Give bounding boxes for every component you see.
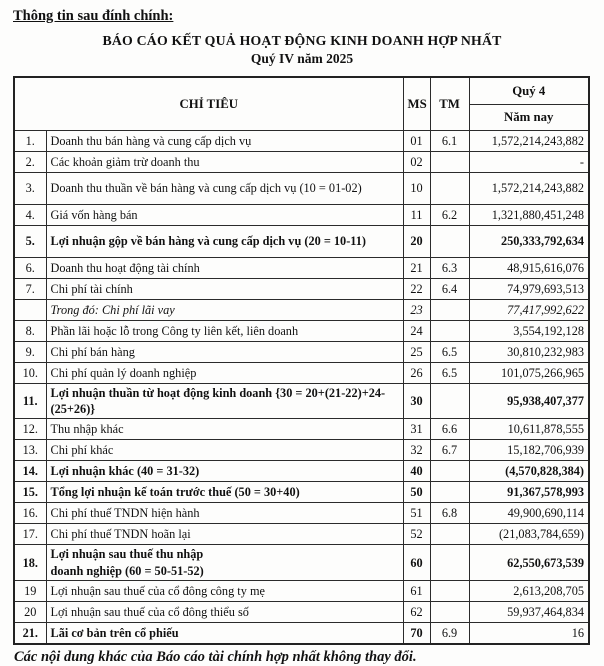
label-cell: Lợi nhuận thuần từ hoạt động kinh doanh {30 = 20+(21-22)+24-(25+26)} [46, 384, 403, 419]
table-row [14, 503, 589, 524]
table-row [14, 419, 589, 440]
label-cell: Chi phí thuế TNDN hiện hành [46, 503, 403, 524]
table-row [14, 131, 589, 152]
label-cell: Doanh thu thuần về bán hàng và cung cấp dịch vụ (10 = 01-02) [46, 173, 403, 205]
row-number-cell: 6. [14, 258, 46, 279]
value-cell: 49,900,690,114 [469, 503, 589, 524]
label-cell: Tổng lợi nhuận kế toán trước thuế (50 = 30+40) [46, 482, 403, 503]
tm-cell [430, 173, 469, 205]
table-row [14, 524, 589, 545]
label-cell: Lợi nhuận sau thuế của cổ đông thiểu số [46, 601, 403, 622]
tm-cell [430, 601, 469, 622]
table-row [14, 384, 589, 419]
label-cell: Lợi nhuận gộp về bán hàng và cung cấp dịch vụ (20 = 10-11) [46, 226, 403, 258]
header-tm: TM [430, 77, 469, 131]
report-header [13, 33, 591, 67]
row-number-cell: 19 [14, 580, 46, 601]
tm-cell [430, 461, 469, 482]
ms-cell: 62 [403, 601, 430, 622]
value-cell: 59,937,464,834 [469, 601, 589, 622]
value-cell: 30,810,232,983 [469, 342, 589, 363]
label-cell: Phần lãi hoặc lỗ trong Công ty liên kết, liên doanh [46, 321, 403, 342]
label-cell: Lợi nhuận sau thuế của cổ đông công ty mẹ [46, 580, 403, 601]
ms-cell: 31 [403, 419, 430, 440]
label-cell: Chi phí khác [46, 440, 403, 461]
ms-cell: 23 [403, 300, 430, 321]
table-row [14, 342, 589, 363]
value-cell: 1,572,214,243,882 [469, 173, 589, 205]
report-subtitle: Quý IV năm 2025 [250, 51, 354, 66]
tm-cell: 6.7 [430, 440, 469, 461]
report-title: BÁO CÁO KẾT QUẢ HOẠT ĐỘNG KINH DOANH HỢP NHẤT [102, 33, 502, 48]
value-cell: 1,321,880,451,248 [469, 205, 589, 226]
table-row [14, 580, 589, 601]
ms-cell: 51 [403, 503, 430, 524]
row-number-cell: 5. [14, 226, 46, 258]
ms-cell: 20 [403, 226, 430, 258]
table-row [14, 321, 589, 342]
value-cell: 2,613,208,705 [469, 580, 589, 601]
tm-cell: 6.1 [430, 131, 469, 152]
header-nam-nay: Năm nay [469, 105, 589, 131]
tm-cell [430, 580, 469, 601]
label-cell [46, 545, 403, 580]
label-cell: Chi phí bán hàng [46, 342, 403, 363]
value-cell: 10,611,878,555 [469, 419, 589, 440]
table-row [14, 205, 589, 226]
table-row [14, 258, 589, 279]
tm-cell [430, 524, 469, 545]
tm-cell [430, 321, 469, 342]
label-cell: Doanh thu bán hàng và cung cấp dịch vụ [46, 131, 403, 152]
tm-cell: 6.9 [430, 622, 469, 644]
value-cell: 3,554,192,128 [469, 321, 589, 342]
label-cell: Chi phí thuế TNDN hoãn lại [46, 524, 403, 545]
table-row [14, 279, 589, 300]
header-quy4: Quý 4 [469, 77, 589, 105]
label-cell: Trong đó: Chi phí lãi vay [46, 300, 403, 321]
tm-cell: 6.4 [430, 279, 469, 300]
label-cell: Lãi cơ bản trên cổ phiếu [46, 622, 403, 644]
ms-cell: 02 [403, 152, 430, 173]
row-number-cell: 14. [14, 461, 46, 482]
ms-cell: 10 [403, 173, 430, 205]
ms-cell: 30 [403, 384, 430, 419]
table-row [14, 545, 589, 580]
value-cell: 74,979,693,513 [469, 279, 589, 300]
table-row [14, 226, 589, 258]
tm-cell: 6.2 [430, 205, 469, 226]
header-chi-tieu: CHỈ TIÊU [14, 77, 403, 131]
value-cell: 16 [469, 622, 589, 644]
value-cell: 1,572,214,243,882 [469, 131, 589, 152]
tm-cell [430, 226, 469, 258]
value-cell: 77,417,992,622 [469, 300, 589, 321]
row-number-cell: 2. [14, 152, 46, 173]
label-cell: Giá vốn hàng bán [46, 205, 403, 226]
tm-cell: 6.5 [430, 363, 469, 384]
ms-cell: 60 [403, 545, 430, 580]
label-cell: Lợi nhuận khác (40 = 31-32) [46, 461, 403, 482]
row-number-cell: 10. [14, 363, 46, 384]
ms-cell: 32 [403, 440, 430, 461]
label-cell: Doanh thu hoạt động tài chính [46, 258, 403, 279]
tm-cell [430, 482, 469, 503]
value-cell: 91,367,578,993 [469, 482, 589, 503]
ms-cell: 40 [403, 461, 430, 482]
row-number-cell: 18. [14, 545, 46, 580]
ms-cell: 26 [403, 363, 430, 384]
ms-cell: 25 [403, 342, 430, 363]
ms-cell: 11 [403, 205, 430, 226]
row-number-cell: 11. [14, 384, 46, 419]
ms-cell: 50 [403, 482, 430, 503]
row-number-cell: 9. [14, 342, 46, 363]
tm-cell: 6.3 [430, 258, 469, 279]
table-header [14, 77, 589, 131]
tm-cell [430, 152, 469, 173]
row-number-cell: 8. [14, 321, 46, 342]
label-line1: Lợi nhuận sau thuế thu nhập [50, 547, 204, 562]
row-number-cell: 15. [14, 482, 46, 503]
table-row [14, 482, 589, 503]
tm-cell [430, 545, 469, 580]
value-cell: 250,333,792,634 [469, 226, 589, 258]
tm-cell [430, 384, 469, 419]
ms-cell: 61 [403, 580, 430, 601]
tm-cell: 6.8 [430, 503, 469, 524]
table-row [14, 173, 589, 205]
row-number-cell: 12. [14, 419, 46, 440]
ms-cell: 01 [403, 131, 430, 152]
value-cell: (21,083,784,659) [469, 524, 589, 545]
row-number-cell: 21. [14, 622, 46, 644]
value-cell: 62,550,673,539 [469, 545, 589, 580]
table-row [14, 601, 589, 622]
tm-cell [430, 300, 469, 321]
table-row [14, 440, 589, 461]
table-row [14, 363, 589, 384]
footer-note: Các nội dung khác của Báo cáo tài chính hợp nhất không thay đổi. [14, 648, 417, 665]
row-number-cell: 17. [14, 524, 46, 545]
ms-cell: 24 [403, 321, 430, 342]
row-number-cell: 16. [14, 503, 46, 524]
label-cell: Thu nhập khác [46, 419, 403, 440]
value-cell: - [469, 152, 589, 173]
value-cell: 95,938,407,377 [469, 384, 589, 419]
ms-cell: 21 [403, 258, 430, 279]
table-row [14, 300, 589, 321]
value-cell: 48,915,616,076 [469, 258, 589, 279]
tm-cell: 6.5 [430, 342, 469, 363]
label-cell: Các khoản giảm trừ doanh thu [46, 152, 403, 173]
ms-cell: 52 [403, 524, 430, 545]
header-ms: MS [403, 77, 430, 131]
value-cell: 101,075,266,965 [469, 363, 589, 384]
row-number-cell: 3. [14, 173, 46, 205]
label-cell: Chi phí tài chính [46, 279, 403, 300]
report-table [13, 76, 590, 645]
value-cell: (4,570,828,384) [469, 461, 589, 482]
row-number-cell: 4. [14, 205, 46, 226]
row-number-cell: 13. [14, 440, 46, 461]
table-row [14, 152, 589, 173]
table-row [14, 622, 589, 644]
top-note: Thông tin sau đính chính: [13, 8, 174, 24]
value-cell: 15,182,706,939 [469, 440, 589, 461]
tm-cell: 6.6 [430, 419, 469, 440]
label-line2: doanh nghiệp (60 = 50-51-52) [50, 563, 204, 578]
row-number-cell: 7. [14, 279, 46, 300]
row-number-cell [14, 300, 46, 321]
row-number-cell: 20 [14, 601, 46, 622]
ms-cell: 70 [403, 622, 430, 644]
table-row [14, 461, 589, 482]
ms-cell: 22 [403, 279, 430, 300]
label-cell: Chi phí quản lý doanh nghiệp [46, 363, 403, 384]
row-number-cell: 1. [14, 131, 46, 152]
